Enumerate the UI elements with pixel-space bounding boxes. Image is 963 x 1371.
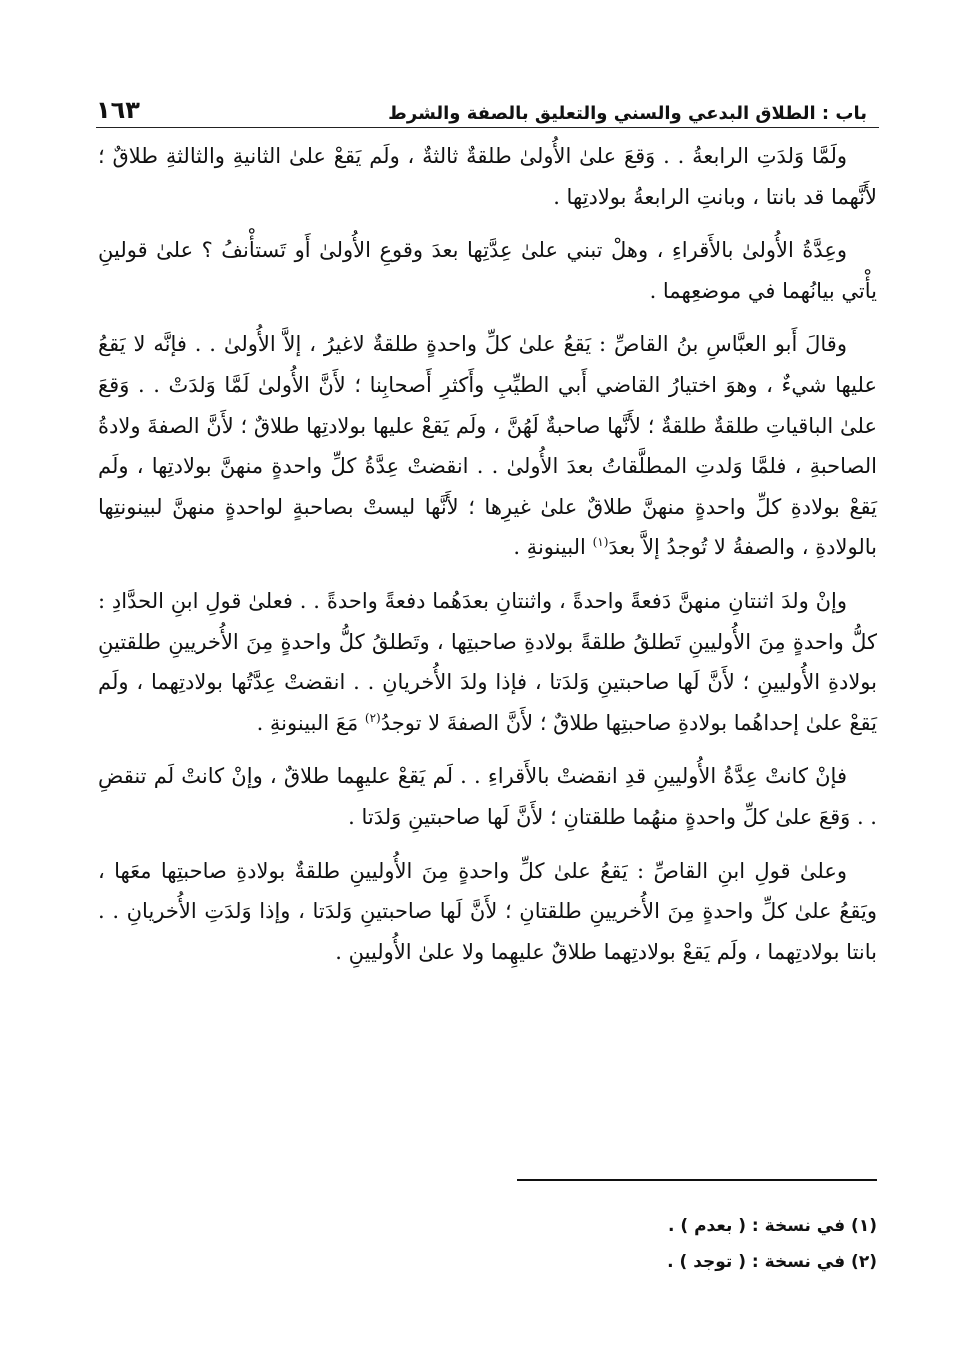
paragraph — [98, 230, 877, 311]
footnote-1: (١) في نسخة : ( بعدم ) . — [668, 1216, 877, 1236]
paragraph-text: فإنْ كانتْ عِدَّةُ الأُوليينِ قدِ انقضتْ بالأَقراءِ . . لَم يَقعْ عليهِما طلاقٌ ، وإنْ كانتْ لَم تنقضِ . . وَقعَ علىٰ كلِّ واحدةٍ منهُما طلقتانِ ؛ لأَنَّ لَها صاحبتينِ وَلدَتا . — [98, 764, 877, 829]
paragraph-text: وعلىٰ قولِ ابنِ القاصِّ : يَقعُ علىٰ كلِّ واحدةٍ مِنَ الأُوليينِ طلقةٌ بولادةِ صاحبتِها معَها ، ويَقعُ علىٰ كلِّ واحدةٍ مِنَ الأُخريينِ طلقتانِ ؛ لأَنَّ لَها صاحبتينِ وَلدَتا ، وإذا وَلدَتِ الأُخريانِ . . بانتا بولادتِهما ، ولَم يَقعْ بولادتِهما طلاقٌ عليهِما ولا علىٰ الأُوليينِ . — [98, 858, 877, 964]
paragraph-text: ولَمَّا وَلدَتِ الرابعةُ . . وَقعَ علىٰ الأُولىٰ طلقةٌ ثالثةٌ ، ولَم يَقعْ علىٰ الثانيةِ والثالثةِ طلاقٌ ؛ لأَنَّهما قد بانتا ، وبانتِ الرابعةُ بولادتِها . — [98, 144, 877, 209]
footnote-reference[interactable]: (١) — [592, 535, 609, 550]
paragraph — [98, 851, 877, 973]
paragraph — [98, 324, 877, 568]
body-text — [98, 136, 877, 985]
footnote-reference[interactable]: (٢) — [364, 710, 381, 725]
page-number: ١٦٣ — [96, 96, 140, 124]
paragraph-text: وعِدَّةُ الأُولىٰ بالأَقراءِ ، وهلْ تبني علىٰ عِدَّتِها بعدَ وقوعِ الأُولىٰ أَو تَستأْنفُ ؟ علىٰ قولينِ يأْتي بيانُهما في موضعِهما . — [98, 238, 877, 303]
footnote-2: (٢) في نسخة : ( توجد ) . — [667, 1252, 877, 1272]
paragraph-text: البينونةِ . — [513, 535, 593, 560]
paragraph — [98, 756, 877, 837]
footnotes — [277, 1208, 877, 1280]
chapter-title: باب : الطلاق البدعي والسني والتعليق بالصفة والشرط — [388, 103, 867, 124]
paragraph-text: مَعَ البينونةِ . — [256, 710, 365, 735]
paragraph-text: وإنْ ولدَ اثنتانِ منهنَّ دَفعةً واحدةً ، واثنتانِ بعدَهُما دفعةً واحدةً . . فعلىٰ قولِ ابنِ الحدَّادِ : كلُّ واحدةٍ مِنَ الأُوليينِ تَطلقُ طلقةً بولادةِ صاحبتِها ، وتَطلقُ كلُّ واحدةٍ مِنَ الأُخريينِ طلقتينِ بولادةِ الأُوليينِ ؛ لأَنَّ لَها صاحبتينِ وَلدَتا ، فإذا ولدَ الأُخريانِ . . انقضتْ عِدَّتُها بولادتِهما ، ولَم يَقعْ علىٰ إحداهُما بولادةِ صاحبتِها طلاقٌ ؛ لأَنَّ الصفةَ لا توجدُ — [98, 588, 877, 735]
header-rule — [96, 127, 879, 128]
paragraph — [98, 136, 877, 217]
footnote-rule — [517, 1179, 877, 1181]
running-head — [96, 88, 867, 124]
paragraph — [98, 581, 877, 743]
paragraph-text: وقالَ أَبو العبَّاسِ بنُ القاصِّ : يَقعُ علىٰ كلِّ واحدةٍ طلقةٌ لاغيرُ ، إلاَّ الأُولىٰ . . فإنَّه لا يَقعُ عليها شيءٌ ، وهوَ اختيارُ القاضي أَبي الطيِّبِ وأَكثرِ أَصحابِنا ؛ لأَنَّ الأُولىٰ لَمَّا وَلدَتْ . . وَقعَ علىٰ الباقياتِ طلقةٌ طلقةٌ ؛ لأَنَّها صاحبةٌ لَهُنَّ ، ولَم يَقعْ عليها بولادتِها طلاقٌ ؛ لأَنَّ الصفةَ ولادةُ الصاحبةِ ، فلمَّا وَلدتِ المطلَّقاتُ بعدَ الأُولىٰ . . انقضتْ عِدَّةُ كلِّ واحدةٍ منهنَّ بولادتِها ، ولَم يَقعْ بولادةِ كلِّ واحدةٍ منهنَّ طلاقٌ علىٰ غيرِها ؛ لأَنَّها ليستْ بصاحبةٍ لواحدةٍ منهنَّ لبينونتِها بالولادةِ ، والصفةُ لا تُوجدُ إلاَّ بعدَ — [98, 332, 877, 560]
